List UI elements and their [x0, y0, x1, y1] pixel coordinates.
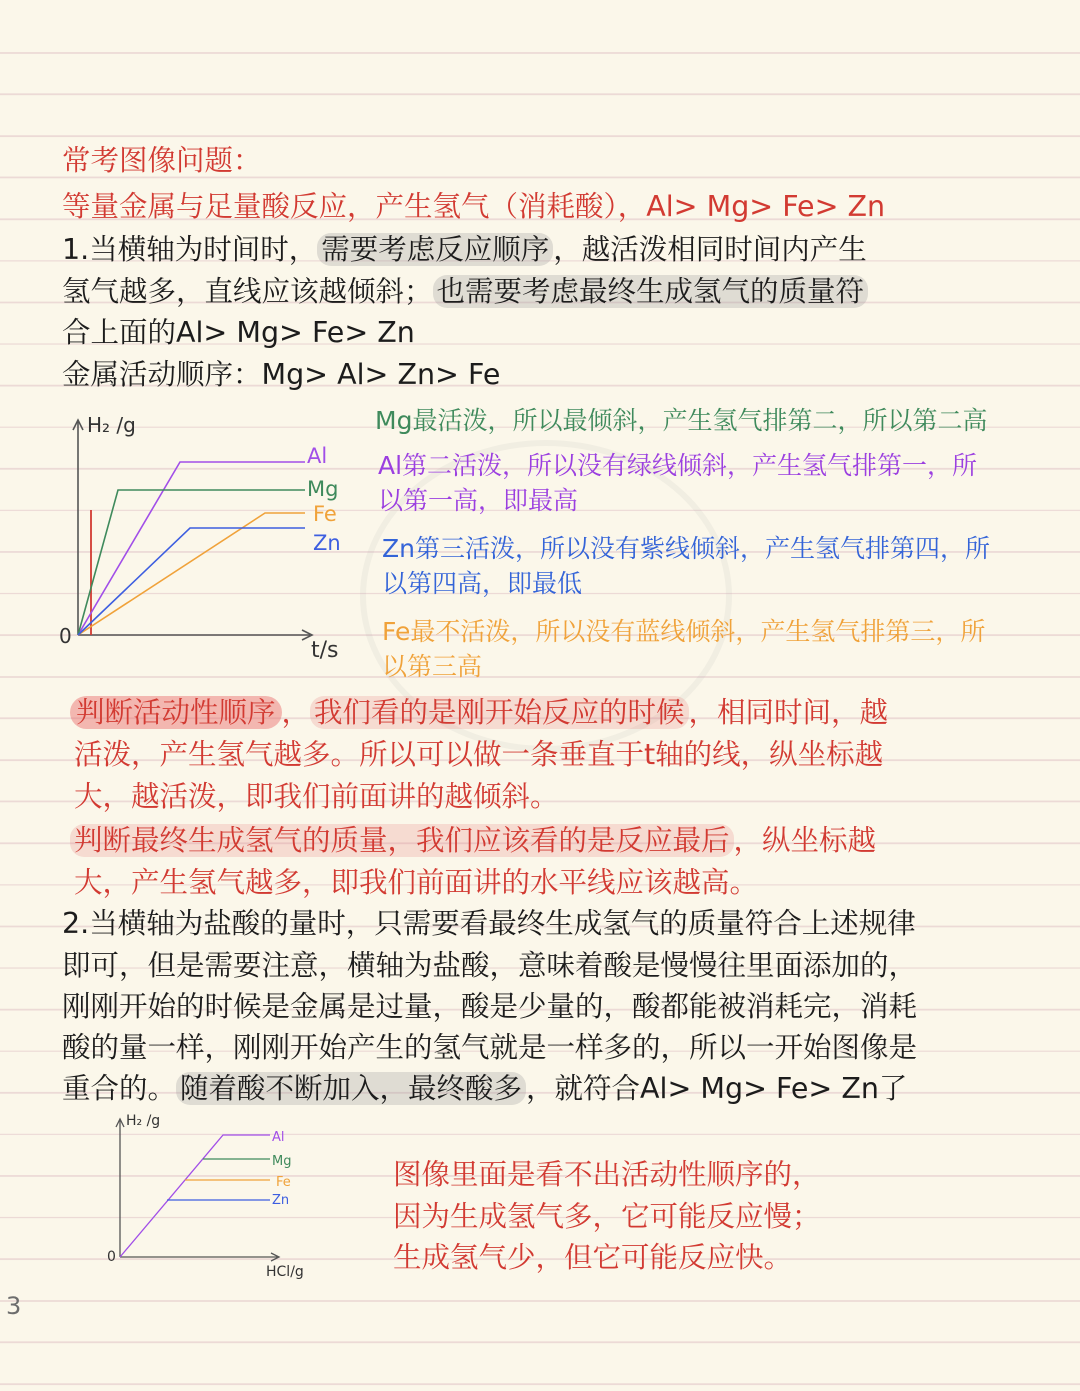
para4-line4: 酸的量一样，刚刚开始产生的氢气就是一样多的，所以一开始图像是	[62, 1031, 918, 1064]
para3-line2: 大，产生氢气越多，即我们前面讲的水平线应该越高。	[74, 866, 759, 899]
highlight: 我们看的是刚开始反应的时候	[310, 696, 689, 729]
series-zn-label: Zn	[272, 1193, 290, 1208]
highlight: 判断最终生成氢气的质量，我们应该看的是反应最后	[70, 824, 734, 857]
series-al-line	[120, 1135, 270, 1257]
series-zn-line	[78, 528, 305, 635]
series-al-label: Al	[307, 444, 328, 468]
summary-line: 等量金属与足量酸反应，产生氢气（消耗酸），Al> Mg> Fe> Zn	[62, 190, 886, 223]
activity-order: 金属活动顺序：Mg> Al> Zn> Fe	[62, 358, 501, 391]
note-fe-line2: 以第三高	[382, 652, 483, 681]
series-al-line	[78, 462, 305, 635]
series-fe-label: Fe	[313, 502, 337, 526]
series-zn-label: Zn	[313, 531, 341, 555]
origin-label: 0	[107, 1249, 116, 1265]
series-mg-label: Mg	[272, 1154, 292, 1169]
note-zn-line2: 以第四高，即最低	[382, 569, 583, 598]
para1-line3: 合上面的Al> Mg> Fe> Zn	[62, 316, 415, 349]
series-al-label: Al	[272, 1130, 285, 1145]
note2-line1: 图像里面是看不出活动性顺序的，	[393, 1158, 821, 1191]
highlight: 也需要考虑最终生成氢气的质量符	[433, 275, 869, 308]
highlight: 随着酸不断加入，最终酸多	[176, 1072, 526, 1105]
para2-line1: 判断活动性顺序 ， 我们看的是刚开始反应的时候 ，相同时间，越	[70, 692, 888, 734]
note-fe-line1: Fe最不活泼，所以没有蓝线倾斜，产生氢气排第三，所	[382, 617, 986, 646]
para1-line2: 氢气越多，直线应该越倾斜； 也需要考虑最终生成氢气的质量符	[62, 271, 868, 313]
y-axis-label: H₂ /g	[126, 1113, 161, 1129]
note-al-line1: Al第二活泼，所以没有绿线倾斜，产生氢气排第一，所	[378, 451, 978, 480]
highlight: 判断活动性顺序	[70, 696, 282, 729]
origin-label: 0	[59, 624, 72, 648]
heading: 常考图像问题：	[62, 144, 262, 177]
para3-line1: 判断最终生成氢气的质量，我们应该看的是反应最后 ，纵坐标越	[70, 820, 876, 862]
highlight: 需要考虑反应顺序	[317, 233, 553, 266]
para2-line2: 活泼，产生氢气越多。所以可以做一条垂直于t轴的线，纵坐标越	[74, 738, 884, 771]
para1-line1: 1.当横轴为时间时， 需要考虑反应顺序 ，越活泼相同时间内产生	[62, 233, 867, 266]
note2-line3: 生成氢气少，但它可能反应快。	[393, 1241, 793, 1274]
series-mg-label: Mg	[307, 477, 339, 501]
note-zn-line1: Zn第三活泼，所以没有紫线倾斜，产生氢气排第四，所	[382, 534, 990, 563]
y-axis-label: H₂ /g	[87, 413, 136, 437]
para4-line5: 重合的。 随着酸不断加入，最终酸多 ，就符合Al> Mg> Fe> Zn了	[62, 1072, 908, 1105]
para2-line3: 大，越活泼，即我们前面讲的越倾斜。	[74, 780, 559, 813]
note-mg: Mg最活泼，所以最倾斜，产生氢气排第二，所以第二高	[375, 406, 988, 435]
note-al-line2: 以第一高，即最高	[378, 486, 579, 515]
para4-line2: 即可，但是需要注意，横轴为盐酸，意味着酸是慢慢往里面添加的，	[62, 949, 918, 982]
note2-line2: 因为生成氢气多，它可能反应慢；	[393, 1200, 821, 1233]
series-fe-label: Fe	[276, 1175, 291, 1190]
series-fe-line	[78, 513, 305, 635]
x-axis-label: HCl/g	[266, 1264, 304, 1280]
page-number: 3	[6, 1292, 22, 1320]
graph-time	[55, 410, 355, 665]
para4-line1: 2.当横轴为盐酸的量时，只需要看最终生成氢气的质量符合上述规律	[62, 907, 916, 940]
x-axis-label: t/s	[311, 638, 339, 663]
para4-line3: 刚刚开始的时候是金属是过量，酸是少量的，酸都能被消耗完，消耗	[62, 990, 918, 1023]
graph-hcl	[100, 1110, 330, 1280]
